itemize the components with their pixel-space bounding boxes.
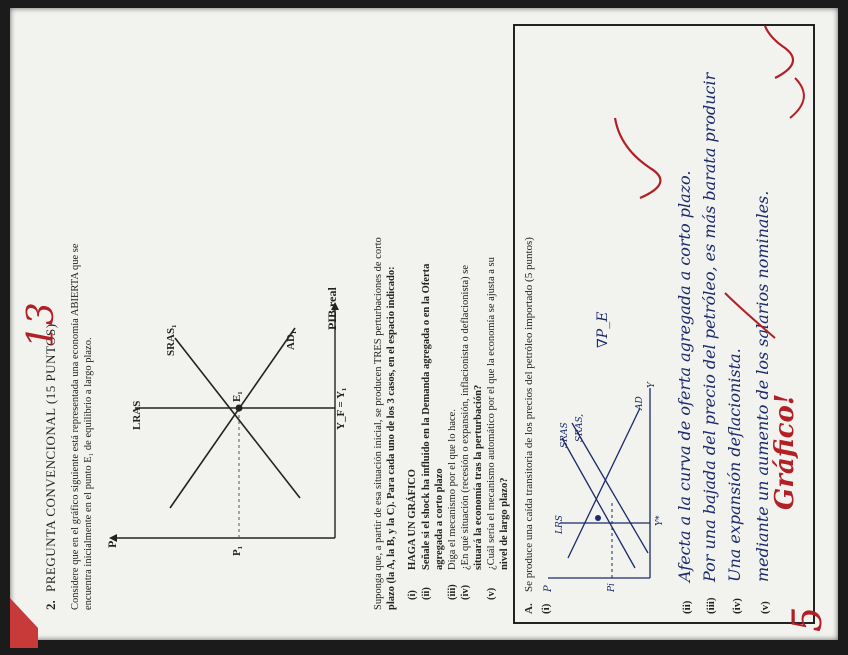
instructions-line-1: Suponga que, a partir de esa situación inicial, se producen TRES perturbaciones de corto (373, 237, 384, 610)
student-label-sras2: SRAS, (575, 413, 585, 442)
answer-v: mediante un aumento de los salarios nominales. (753, 190, 772, 582)
answer-iv: Una expansión deflacionista. (725, 348, 744, 582)
student-label-pi: Pi (607, 583, 617, 592)
item-text: ¿En qué situación (recesión o expansión, inflacionista o deflacionista) se (460, 265, 471, 570)
graph-label-sras: SRAS₁ (165, 324, 177, 356)
answer-iii: Por una bajada del precio del petróleo, es más barata producir (700, 72, 719, 582)
check-mark (615, 118, 660, 198)
rotated-exam-sheet (21, 22, 831, 638)
intro-line-1: Considere que en el gráfico siguiente está representada una economía ABIERTA que se (70, 243, 81, 610)
check-mark (765, 26, 793, 78)
graph-label-ad: AD₁ (285, 330, 297, 350)
graph-label-lras: LRAS (131, 400, 143, 430)
part-a-iv: (iv) (731, 598, 743, 614)
student-label-y: Y (647, 382, 657, 388)
student-label-lras: LRS (555, 515, 565, 534)
score-mark: 13 (21, 302, 62, 348)
graph-label-yf: Y_F = Y₁ (335, 387, 347, 430)
student-label-yp: Y* (655, 515, 665, 526)
check-mark (790, 78, 804, 118)
question-number: 2. (43, 600, 58, 610)
part-a-v: (v) (759, 601, 771, 614)
item-num: (v) (486, 587, 497, 600)
item-text: situará la economía tras la perturbación? (473, 384, 484, 570)
grade-comment: Gráfico! (770, 393, 800, 510)
item-text: Señale si el shock ha influido en la Demanda agregada o en la Oferta (421, 263, 432, 570)
question-title: PREGUNTA CONVENCIONAL (15 PUNTOS) (43, 323, 58, 592)
part-a-label: A. (523, 603, 535, 614)
instructions-line-2: plazo (la A, la B, y la C). Para cada uno de los 3 casos, en el espacio indicado: (386, 266, 397, 610)
student-label-ad: AD (635, 396, 645, 410)
item-text: nivel de largo plazo? (499, 477, 510, 570)
item-num: (iv) (460, 584, 471, 600)
graph-label-p1: P₁ (231, 545, 243, 556)
graph-label-e1: E₁ (231, 391, 243, 402)
student-label-p: P (543, 585, 554, 592)
side-score: 5 (785, 606, 831, 632)
part-a-ii: (ii) (681, 600, 693, 614)
student-note-pe: ∇P_E (595, 311, 611, 348)
part-a-iii: (iii) (705, 597, 717, 614)
item-num: (ii) (421, 587, 432, 600)
item-text: HAGA UN GRÁFICO (407, 469, 418, 570)
student-label-sras: SRAS (560, 422, 570, 448)
item-num: (iii) (447, 584, 458, 600)
part-a-text: Se produce una caída transitoria de los precios del petróleo importado (5 puntos) (523, 237, 535, 592)
intro-line-2: encuentra inicialmente en el punto E₁ de equilibrio a largo plazo. (83, 337, 94, 610)
red-corner-mark (10, 598, 38, 648)
item-text: Diga el mecanismo por el que lo hace. (447, 409, 458, 570)
answer-ii: Afecta a la curva de oferta agregada a corto plazo. (675, 170, 694, 582)
item-text: agregada a corto plazo (434, 468, 445, 570)
item-num: (i) (407, 590, 418, 600)
item-text: ¿Cuál sería el mecanismo automático por el que la economía se ajusta a su (486, 257, 497, 570)
graph-label-x: PIB real (325, 287, 339, 330)
red-check-marks (35, 22, 825, 638)
part-a-i: (i) (540, 603, 552, 614)
graph-label-p: P (105, 540, 119, 548)
check-mark (725, 293, 775, 338)
